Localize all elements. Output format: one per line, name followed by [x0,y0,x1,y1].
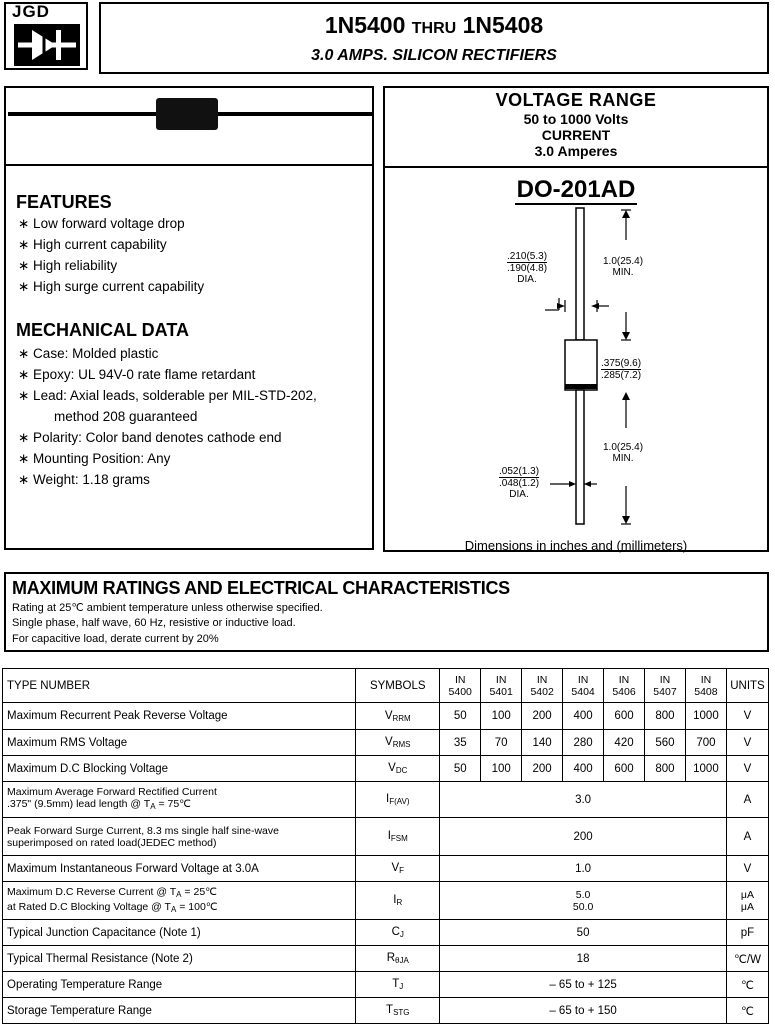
list-item: ∗ High current capability [18,237,167,252]
dimensions-caption: Dimensions in inches and (millimeters) [464,538,688,553]
column-header: TYPE NUMBER [3,669,356,703]
package-outline-drawing [385,88,767,550]
column-header: IN 5408 [685,669,726,703]
package-panel [383,86,769,552]
column-header: UNITS [726,669,768,703]
divider [6,164,372,166]
table-row: Maximum RMS Voltage $V_{RMS}$ 35 70 140 280 420 560 700 V [3,730,769,756]
body-length-dimension: $\frac{.375(9.6)}{.285(7.2)}$ [601,358,642,381]
list-item: ∗ Polarity: Color band denotes cathode end [18,430,282,445]
logo-text: JGD [12,2,50,21]
package-name: DO-201AD [516,176,636,203]
diode-logo-icon [14,24,80,66]
top-lead-length-dimension: 1.0(25.4) MIN. [603,256,644,278]
features-list [18,213,204,297]
bottom-lead-length-dimension: 1.0(25.4) MIN. [603,442,644,464]
mechanical-heading: MECHANICAL DATA [16,320,189,340]
ratings-heading: MAXIMUM RATINGS AND ELECTRICAL CHARACTERISTICS [12,578,510,598]
features-heading: FEATURES [16,192,112,212]
table-row: Maximum D.C Reverse Current @ $T_A$ = 25℃ at Rated D.C Blocking Voltage @ $T_A$ = 100℃ $I_R$ 5.0 50.0 μA μA [3,882,769,920]
list-item: ∗ Low forward voltage drop [18,216,185,231]
mechanical-list [18,343,317,490]
column-header: IN 5404 [563,669,604,703]
list-item: ∗ High reliability [18,258,118,273]
current-heading: CURRENT [541,127,611,143]
table-row: Typical Thermal Resistance (Note 2) $R_{\theta JA}$ 18 ℃/W [3,946,769,972]
table-row: Maximum Recurrent Peak Reverse Voltage $V_{RRM}$ 50 100 200 400 600 800 1000 V [3,703,769,730]
current-value: 3.0 Amperes [534,143,618,159]
column-header: IN 5406 [604,669,645,703]
table-row: Storage Temperature Range $T_{STG}$ – 65 to + 150 ℃ [3,998,769,1024]
title-block [99,2,769,74]
list-item: ∗ Case: Molded plastic [18,346,159,361]
column-header: IN 5407 [645,669,686,703]
column-header: IN 5401 [481,669,522,703]
diode-photo-icon [8,96,372,136]
list-item: ∗ Weight: 1.18 grams [18,472,150,487]
list-item: ∗ Epoxy: UL 94V-0 rate flame retardant [18,367,256,382]
table-row: Peak Forward Surge Current, 8.3 ms single half sine-wave superimposed on rated load(JEDEC method) $I_{FSM}$ 200 A [3,818,769,856]
ratings-table [2,668,769,1024]
column-header: SYMBOLS [356,669,440,703]
ratings-note: For capacitive load, derate current by 20% [12,633,219,645]
lead-diameter-dimension: .210(5.3) .190(4.8) DIA. [507,251,548,285]
table-row: Maximum Average Forward Rectified Current .375" (9.5mm) lead length @ $T_A$ = 75℃ $I_{F(AV)}$ 3.0 A [3,782,769,818]
table-row: Maximum D.C Blocking Voltage $V_{DC}$ 50 100 200 400 600 800 1000 V [3,756,769,782]
logo [4,2,88,70]
wire-diameter-dimension: .052(1.3) .048(1.2) DIA. [499,466,540,500]
column-header: IN 5400 [440,669,481,703]
table-row: Operating Temperature Range $T_J$ – 65 to + 125 ℃ [3,972,769,998]
list-item: method 208 guaranteed [54,409,198,424]
page-title: 1N5400 THRU 1N5408 [324,12,544,38]
ratings-note: Rating at 25℃ ambient temperature unless otherwise specified. [12,602,323,614]
table-header-row [3,669,769,703]
ratings-header [4,572,769,652]
page-subtitle: 3.0 AMPS. SILICON RECTIFIERS [311,47,557,64]
list-item: ∗ High surge current capability [18,279,205,294]
list-item: ∗ Mounting Position: Any [18,451,171,466]
list-item: ∗ Lead: Axial leads, solderable per MIL-STD-202, [18,388,317,403]
table-row: Typical Junction Capacitance (Note 1) $C_J$ 50 pF [3,920,769,946]
voltage-range-heading: VOLTAGE RANGE [495,90,657,110]
column-header: IN 5402 [522,669,563,703]
table-row: Maximum Instantaneous Forward Voltage at 3.0A $V_F$ 1.0 V [3,856,769,882]
ratings-note: Single phase, half wave, 60 Hz, resistive or inductive load. [12,617,296,629]
features-panel [4,86,374,550]
voltage-range-value: 50 to 1000 Volts [523,111,629,127]
